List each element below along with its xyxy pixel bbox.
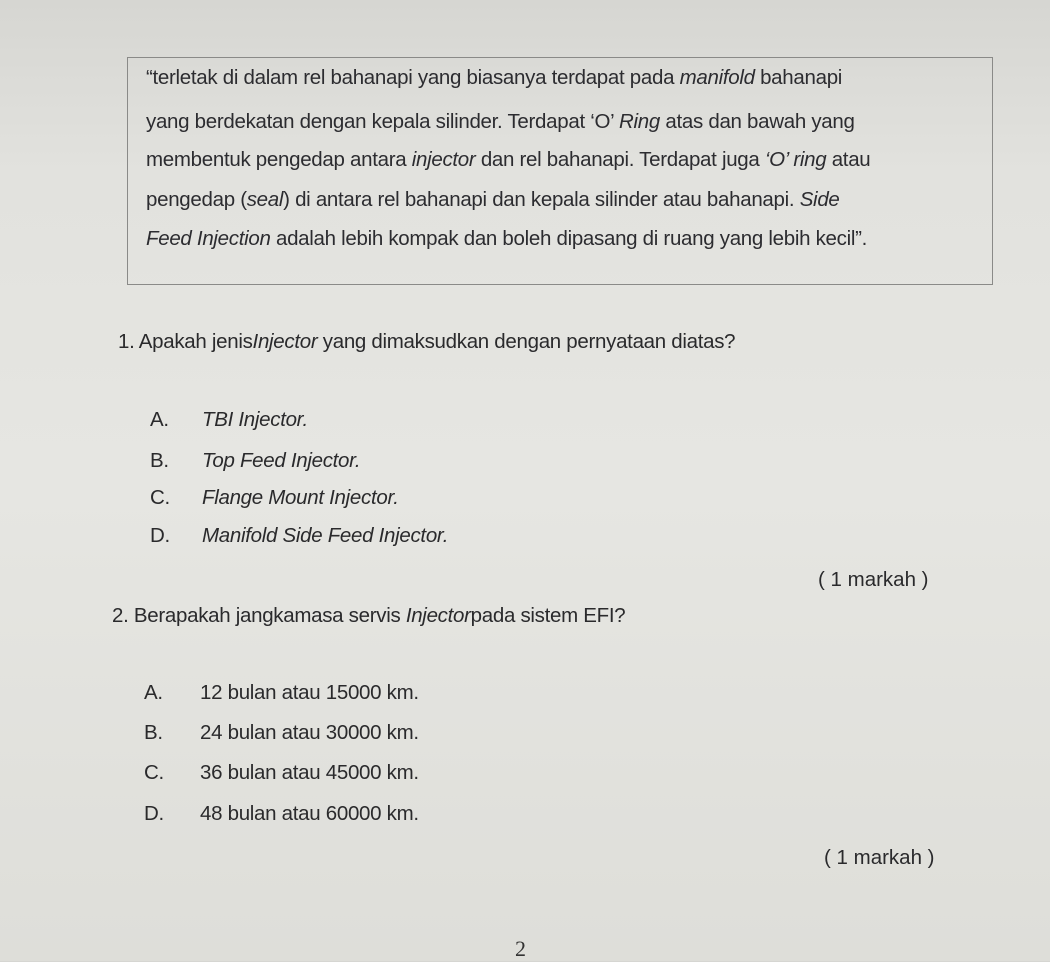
q1-marks: ( 1 markah ) (818, 568, 929, 591)
passage-line-3: membentuk pengedap antara injector dan rel bahanapi. Terdapat juga ‘O’ ring atau (146, 148, 871, 171)
passage-line-5: Feed Injection adalah lebih kompak dan boleh dipasang di ruang yang lebih kecil”. (146, 227, 868, 250)
passage-line-1: “terletak di dalam rel bahanapi yang biasanya terdapat pada manifold bahanapi (146, 66, 843, 89)
q1-option-a: A. TBI Injector. (150, 408, 308, 431)
q1-option-c: C. Flange Mount Injector. (150, 486, 399, 509)
passage-line-2: yang berdekatan dengan kepala silinder. Terdapat ‘O’ Ring atas dan bawah yang (146, 110, 855, 133)
question-1: 1. Apakah jenisInjector yang dimaksudkan dengan pernyataan diatas? (118, 330, 736, 353)
q2-option-c: C. 36 bulan atau 45000 km. (144, 761, 419, 784)
page-number: 2 (515, 936, 526, 961)
q2-option-d: D. 48 bulan atau 60000 km. (144, 802, 419, 825)
question-2: 2. Berapakah jangkamasa servis Injectorpada sistem EFI? (112, 604, 626, 627)
q2-marks: ( 1 markah ) (824, 846, 935, 869)
q1-option-b: B. Top Feed Injector. (150, 449, 361, 472)
passage-line-4: pengedap (seal) di antara rel bahanapi dan kepala silinder atau bahanapi. Side (146, 188, 840, 211)
q2-option-b: B. 24 bulan atau 30000 km. (144, 721, 419, 744)
q2-option-a: A. 12 bulan atau 15000 km. (144, 681, 419, 704)
q1-option-d: D. Manifold Side Feed Injector. (150, 524, 449, 547)
